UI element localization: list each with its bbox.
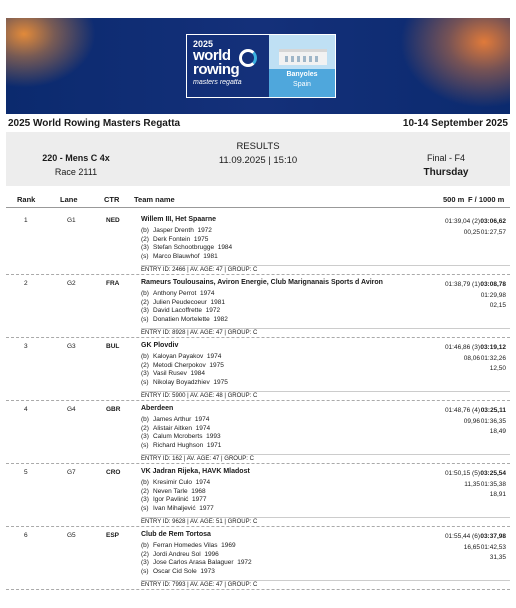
row-entry-info: ENTRY ID: 2466 | AV. AGE: 47 | GROUP: C: [141, 265, 510, 273]
row-country: FRA: [106, 280, 120, 287]
row-crew-list: [141, 479, 214, 513]
row-split-times: [445, 469, 480, 501]
crew-member: (2) Neven Tarle 1968: [141, 487, 206, 495]
row-lane: G2: [67, 280, 76, 287]
row-country: GBR: [106, 406, 121, 413]
regatta-title: 2025 World Rowing Masters Regatta: [8, 117, 181, 129]
crew-member: (s) Nikolay Boyadzhiev 1975: [141, 378, 228, 386]
split-diff: [445, 291, 480, 302]
banner-glow-right: [400, 18, 510, 108]
table-row: [6, 401, 510, 464]
split-extra: [445, 301, 480, 312]
row-country: NED: [106, 217, 120, 224]
crew-member: (b) Kaloyan Payakov 1974: [141, 353, 222, 360]
row-entry-info: ENTRY ID: 5900 | AV. AGE: 48 | GROUP: C: [141, 391, 510, 399]
row-crew-list: [141, 542, 252, 576]
pace-time: 01:27,57: [480, 228, 506, 236]
row-team-name: GK Plovdiv: [141, 342, 179, 349]
final-time: 03:25,11: [480, 407, 506, 414]
race-phase: Final - F4: [426, 153, 465, 163]
logo-word-rowing: rowing: [193, 61, 240, 78]
crew-member: (2) Julien Peudecoeur 1981: [141, 298, 225, 306]
crew-member: (b) James Arthur 1974: [141, 416, 210, 423]
split-diff: 09,96: [463, 417, 480, 425]
race-info-panel: [6, 132, 510, 186]
banner-glow-left: [6, 18, 96, 88]
col-split: 500 m: [443, 195, 465, 204]
split-time: 01:39,04 (2): [444, 218, 480, 225]
row-entry-info: ENTRY ID: 8928 | AV. AGE: 47 | GROUP: C: [141, 328, 510, 336]
row-entry-info: ENTRY ID: 7993 | AV. AGE: 47 | GROUP: C: [141, 580, 510, 588]
split-diff: 11,35: [464, 480, 480, 488]
row-final-times: [480, 469, 506, 501]
row-split-times: [445, 280, 480, 312]
crew-member: (2) Alistair Aitken 1974: [141, 424, 211, 432]
document-title-bar: [8, 116, 508, 130]
crew-member: (b) Jasper Drenth 1972: [141, 227, 212, 234]
race-day: Thursday: [423, 167, 469, 178]
col-lane: Lane: [60, 195, 78, 204]
event-name: 220 - Mens C 4x: [42, 153, 110, 163]
row-lane: G3: [67, 343, 76, 350]
table-row: [6, 275, 510, 338]
row-country: BUL: [106, 343, 120, 350]
split-diff: 16,65: [463, 543, 480, 551]
row-final-times: [481, 406, 506, 438]
logo-year: 2025: [193, 39, 214, 49]
row-crew-list: [141, 353, 228, 387]
split-time: 01:46,86 (3): [444, 344, 480, 351]
row-lane: G1: [67, 217, 76, 224]
row-split-times: [445, 217, 480, 249]
crew-member: (3) Vasil Rusev 1984: [141, 370, 205, 378]
crew-member: (2) Jordi Andreu Sol 1996: [141, 550, 219, 558]
col-ctr: CTR: [104, 195, 120, 204]
crew-member: (b) Anthony Perrot 1974: [141, 290, 215, 297]
crew-member: (2) Derk Fontein 1975: [141, 235, 209, 243]
crew-member: (2) Metodi Cherpokov 1975: [141, 361, 224, 369]
split-extra: [445, 238, 480, 249]
col-rank: Rank: [17, 195, 36, 204]
row-final-times: [480, 343, 506, 375]
row-crew-list: [141, 416, 221, 450]
crew-member: (3) David Lacoffrette 1972: [141, 307, 221, 315]
row-lane: G4: [67, 406, 76, 413]
row-entry-info: ENTRY ID: 9628 | AV. AGE: 51 | GROUP: C: [141, 517, 510, 525]
final-time: 03:25,54: [480, 470, 506, 477]
row-final-times: [480, 280, 506, 312]
crew-member: (s) Ivan Mihaljević 1977: [141, 504, 214, 512]
race-number: Race 2111: [54, 167, 98, 177]
row-country: CRO: [106, 469, 121, 476]
crew-member: (3) Calum Mcroberts 1993: [141, 433, 221, 441]
pace-extra: 31,35: [489, 554, 506, 561]
crew-member: (s) Richard Hughson 1971: [141, 441, 222, 449]
row-lane: G7: [67, 469, 76, 476]
table-row: [6, 464, 510, 527]
split-extra: [445, 364, 480, 375]
col-pace: F / 1000 m: [468, 195, 505, 204]
row-rank: 3: [24, 343, 28, 350]
logo-ring-icon: [239, 49, 257, 67]
logo-brand-block: [187, 35, 269, 97]
pace-extra: 18,91: [489, 491, 506, 498]
row-team-name: VK Jadran Rijeka, HAVK Mladost: [141, 468, 250, 475]
crew-member: (s) Marco Blauwhof 1981: [141, 252, 218, 260]
split-time: 01:48,76 (4): [444, 407, 480, 414]
row-split-times: [445, 406, 480, 438]
row-rank: 6: [24, 532, 28, 539]
table-row: [6, 338, 510, 401]
split-extra: [445, 553, 480, 564]
results-table: [6, 212, 510, 590]
split-diff: 00,25: [463, 228, 480, 236]
split-time: 01:55,44 (6): [444, 533, 480, 540]
row-final-times: [480, 217, 506, 249]
regatta-dates: 10-14 September 2025: [402, 117, 508, 129]
row-lane: G5: [67, 532, 76, 539]
event-logo: [186, 34, 336, 98]
pace-extra: 12,50: [489, 365, 506, 372]
row-team-name: Aberdeen: [141, 405, 174, 412]
race-datetime: 11.09.2025 | 15:10: [218, 155, 298, 166]
crew-member: (s) Donatien Mortelette 1982: [141, 315, 228, 323]
row-rank: 5: [24, 469, 28, 476]
row-team-name: Willem III, Het Spaarne: [141, 216, 217, 223]
row-final-times: [480, 532, 506, 564]
crew-member: (s) Oscar Cid Sole 1973: [141, 567, 215, 575]
final-time: 03:08,78: [480, 281, 506, 288]
row-rank: 2: [24, 280, 28, 287]
row-split-times: [445, 343, 480, 375]
venue-country: Spain: [293, 81, 311, 88]
pace-time: 01:42,53: [480, 543, 506, 551]
logo-word-world: world: [193, 47, 231, 64]
pace-extra: 02,15: [489, 302, 506, 309]
crew-member: (3) Stefan Schootbrugge 1984: [141, 244, 233, 252]
row-country: ESP: [106, 532, 120, 539]
table-row: [6, 212, 510, 275]
row-rank: 4: [24, 406, 28, 413]
logo-subtitle: masters regatta: [193, 79, 242, 86]
venue-building-icon: [279, 49, 327, 65]
table-row: [6, 527, 510, 590]
venue-city: Banyoles: [286, 71, 318, 78]
split-extra: [445, 490, 480, 501]
crew-member: (3) Jose Carlos Arasa Balaguer 1972: [141, 559, 252, 567]
pace-time: 01:36,35: [480, 417, 506, 425]
pace-extra: [480, 238, 506, 249]
row-team-name: Club de Rem Tortosa: [141, 531, 211, 538]
row-rank: 1: [24, 217, 28, 224]
row-crew-list: [141, 227, 232, 261]
row-team-name: Rameurs Toulousains, Aviron Energie, Club Marignanais Sports d Aviron: [141, 279, 383, 286]
row-entry-info: ENTRY ID: 162 | AV. AGE: 47 | GROUP: C: [141, 454, 510, 462]
pace-time: 01:35,38: [480, 480, 506, 488]
results-column-header: [6, 192, 510, 208]
final-time: 03:19,12: [480, 344, 506, 351]
row-crew-list: [141, 290, 228, 324]
final-time: 03:37,98: [480, 533, 506, 540]
split-diff: 08,06: [463, 354, 480, 362]
crew-member: (b) Ferran Homedes Vilas 1969: [141, 542, 236, 549]
crew-member: (3) Igor Pavlinić 1977: [141, 496, 207, 504]
logo-venue-block: [269, 35, 335, 97]
split-extra: [445, 427, 480, 438]
header-banner: [6, 18, 510, 114]
split-time: 01:38,79 (1): [444, 281, 480, 288]
crew-member: (b) Kresimir Culo 1974: [141, 479, 211, 486]
pace-time: 01:29,98: [480, 291, 506, 299]
results-label: RESULTS: [236, 141, 280, 152]
pace-time: 01:32,26: [480, 354, 506, 362]
final-time: 03:06,62: [480, 218, 506, 225]
row-split-times: [445, 532, 480, 564]
pace-extra: 18,49: [489, 428, 506, 435]
split-time: 01:50,15 (5): [444, 470, 480, 477]
col-team: Team name: [134, 195, 175, 204]
